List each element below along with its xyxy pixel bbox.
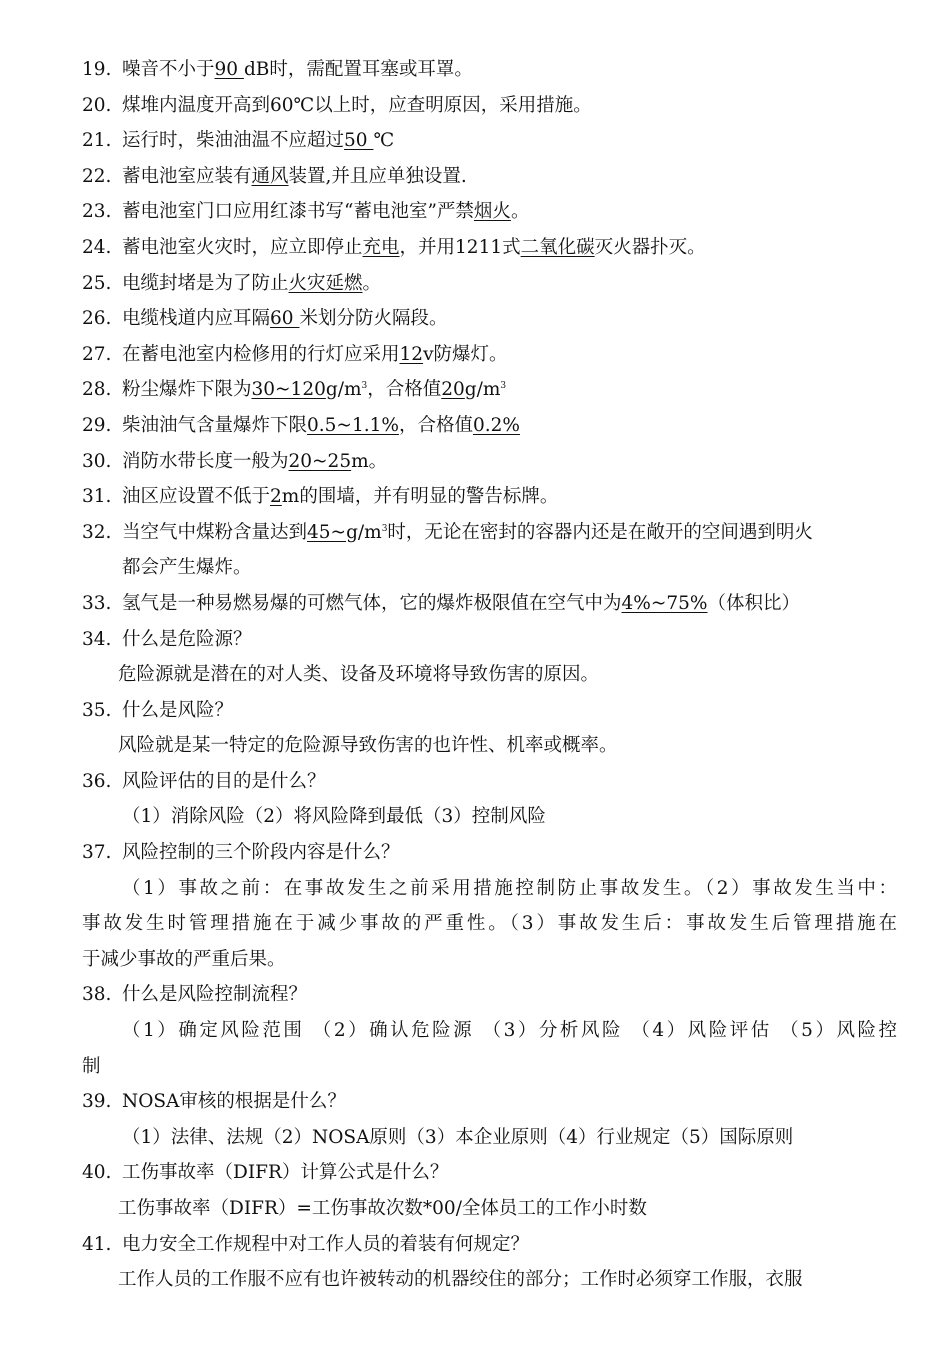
answer-37-line-2: 事故发生时管理措施在于减少事故的严重性。（3）事故发生后：事故发生后管理措施在 [82,913,897,935]
item-text: g/m [346,521,382,543]
item-number: 23. [82,201,112,223]
item-text: 运行时，柴油油温不应超过 [122,130,345,152]
question-40: 40. 工伤事故率（DIFR）计算公式是什么？ [82,1162,449,1184]
item-25 [82,266,897,302]
underlined-answer: 二氧化碳 [520,236,595,258]
item-text: 噪音不小于 [122,59,215,80]
underlined-answer: 90 [214,59,244,80]
item-number: 25. [82,272,112,294]
item-continuation: 都会产生爆炸。 [122,557,252,579]
superscript: 3 [500,381,507,392]
underlined-answer: 烟火 [473,201,511,223]
item-30 [82,444,897,480]
item-text: 当空气中煤粉含量达到 [122,521,308,543]
question-35: 35. 什么是风险？ [82,699,234,721]
item-19 [82,52,897,88]
item-text: ，合格值 [367,379,442,401]
underlined-answer: 20~25 [288,450,352,472]
underlined-answer: 50 [344,130,374,152]
underlined-answer: 0.5~1.1% [307,414,399,436]
answer-39: （1）法律、法规（2）NOSA原则（3）本企业原则（4）行业规定（5）国际原则 [122,1126,794,1148]
underlined-answer: 火灾延燃 [288,272,363,294]
underlined-answer: 45~ [307,521,347,543]
item-text: 蓄电池室门口应用红漆书写“蓄电池室”严禁 [122,201,474,223]
item-text: 电缆封堵是为了防止 [122,272,289,294]
item-text: （体积比） [707,592,801,614]
item-text: ，合格值 [398,414,473,436]
item-21 [82,123,897,159]
item-text: 灭火器扑灭。 [594,236,706,258]
answer-36: （1）消除风险（2）将风险降到最低（3）控制风险 [122,806,546,828]
item-24 [82,230,897,266]
item-20 [82,88,897,124]
question-37: 37. 风险控制的三个阶段内容是什么？ [82,842,400,864]
item-number: 30. [82,450,112,472]
item-number: 22. [82,165,112,187]
item-text: m的围墙，并有明显的警告标牌。 [281,486,559,508]
item-text: 蓄电池室火灾时，应立即停止 [122,236,363,258]
item-number: 32. [82,521,112,543]
item-number: 27. [82,343,112,365]
item-28 [82,372,897,408]
fill-in-items [82,52,897,622]
item-22 [82,159,897,195]
item-text: 电缆栈道内应耳隔 [122,308,271,330]
underlined-answer: 4%~75% [621,592,708,614]
answer-38-line-2: 制 [82,1055,101,1077]
item-text: 在蓄电池室内检修用的行灯应采用 [122,343,400,365]
item-text: 煤堆内温度开高到60℃以上时，应查明原因，采用措施。 [122,94,592,116]
underlined-answer: 2 [270,486,282,508]
item-text: g/m [325,379,362,401]
item-text: 蓄电池室应装有 [122,165,252,187]
item-number: 31. [82,486,112,508]
question-38: 38. 什么是风险控制流程？ [82,984,308,1006]
underlined-answer: 充电 [362,236,400,258]
underlined-answer: 0.2% [472,414,520,436]
item-text: 米划分防火隔段。 [299,308,448,330]
underlined-answer: 通风 [251,165,289,187]
item-text: 粉尘爆炸下限为 [122,379,252,401]
answer-37-line-1: （1）事故之前：在事故发生之前采用措施控制防止事故发生。（2）事故发生当中： [122,877,897,899]
item-text: 。 [510,201,530,223]
item-33 [82,586,897,622]
item-text: dB时，需配置耳塞或耳罩。 [243,59,473,80]
item-number: 24. [82,236,112,258]
item-number: 33. [82,592,112,614]
item-29 [82,408,897,444]
underlined-answer: 30~120 [251,379,326,401]
answer-41: 工作人员的工作服不应有也许被转动的机器绞住的部分；工作时必须穿工作服，衣服 [118,1269,803,1291]
document-body [82,52,897,1298]
question-39: 39. NOSA审核的根据是什么？ [82,1091,346,1113]
superscript: 3 [361,381,368,392]
answer-38-line-1: （1）确定风险范围 （2）确认危险源 （3）分析风险 （4）风险评估 （5）风险控 [122,1020,897,1042]
item-32 [82,515,897,551]
item-number: 28. [82,379,112,401]
underlined-answer: 12 [399,343,424,365]
superscript: 3 [381,523,388,534]
item-31 [82,479,897,515]
item-text: 装置,并且应单独设置. [288,165,467,187]
item-text: ℃ [373,130,395,152]
item-26 [82,301,897,337]
answer-40: 工伤事故率（DIFR）=工伤事故次数*00/全体员工的工作小时数 [118,1198,647,1219]
question-36: 36. 风险评估的目的是什么？ [82,770,326,792]
item-number: 29. [82,414,112,436]
item-text: 。 [362,272,382,294]
item-text: ，并用1211式 [399,236,521,258]
question-41: 41. 电力安全工作规程中对工作人员的着装有何规定？ [82,1233,530,1255]
item-text: m。 [351,450,388,472]
underlined-answer: 20 [441,379,465,401]
item-23 [82,194,897,230]
answer-34: 危险源就是潜在的对人类、设备及环境将导致伤害的原因。 [118,664,600,686]
item-text: 氢气是一种易燃易爆的可燃气体，它的爆炸极限值在空气中为 [122,592,622,614]
item-text: 时，无论在密封的容器内还是在敞开的空间遇到明火 [387,521,813,543]
item-number: 26. [82,308,112,330]
item-text: g/m [464,379,501,401]
underlined-answer: 60 [270,308,300,330]
question-34: 34. 什么是危险源？ [82,628,252,650]
answer-35: 风险就是某一特定的危险源导致伤害的也许性、机率或概率。 [118,735,618,757]
item-number: 20. [82,94,112,116]
item-27 [82,337,897,373]
item-text: v防爆灯。 [423,343,508,365]
item-text: 油区应设置不低于 [122,486,271,508]
item-text: 柴油油气含量爆炸下限 [122,414,308,436]
item-number: 21. [82,130,112,152]
item-number: 19. [82,59,112,80]
answer-37-line-3: 于减少事故的严重后果。 [82,948,286,970]
item-text: 消防水带长度一般为 [122,450,289,472]
